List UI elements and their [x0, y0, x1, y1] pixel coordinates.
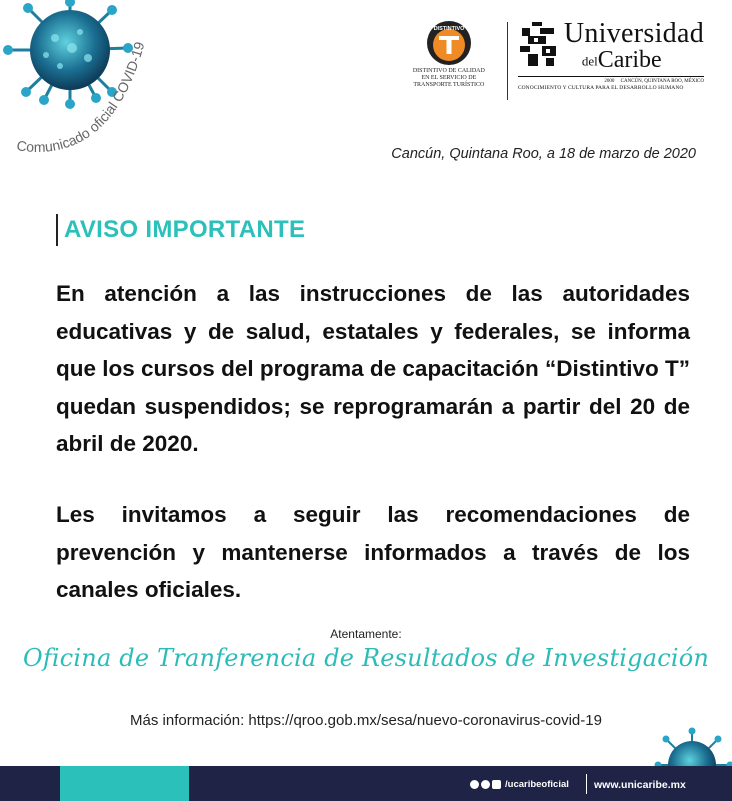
stamp-text: Comunicado oficial COVID-19 — [15, 39, 148, 156]
logo-separator — [507, 22, 508, 100]
distintivo-t-logo — [403, 20, 495, 89]
universidad-name-prefix: del — [581, 53, 598, 69]
svg-text:Comunicado oficial COVID-19 — [16, 40, 148, 155]
date-line: Cancún, Quintana Roo, a 18 de marzo de 2020 — [391, 146, 696, 162]
footer-divider — [586, 774, 587, 794]
universidad-name-line2 — [582, 48, 704, 73]
heading-text: AVISO IMPORTANTE — [64, 216, 306, 243]
distintivo-caption-line: TRANSPORTE TURÍSTICO — [413, 82, 485, 88]
heading — [56, 214, 305, 246]
closing-text: Atentamente: — [330, 627, 402, 641]
universidad-name-line1: Universidad — [563, 18, 704, 49]
universidad-del-caribe-logo — [518, 20, 704, 92]
twitter-icon[interactable] — [481, 780, 490, 789]
distintivo-caption-line: DISTINTIVO DE CALIDAD — [412, 68, 485, 74]
universidad-glyph-icon — [518, 20, 560, 68]
distintivo-t-badge-icon — [426, 20, 472, 66]
facebook-icon[interactable] — [470, 780, 479, 789]
distintivo-caption — [413, 68, 485, 89]
universidad-year: 2000 — [604, 79, 615, 85]
universidad-tagline: CONOCIMIENTO Y CULTURA PARA EL DESARROLLO HUMANO — [517, 85, 684, 92]
website-link[interactable]: www.unicaribe.mx — [594, 779, 686, 791]
recommendation-paragraph: Les invitamos a seguir las recomendaciones de prevención y mantenerse informados a través de los canales oficiales. — [56, 502, 690, 602]
social-handle[interactable]: /ucaribeoficial — [505, 779, 569, 790]
comunicado-stamp — [0, 0, 180, 170]
distintivo-caption-line: EN EL SERVICIO DE — [421, 75, 477, 81]
social-links[interactable] — [470, 779, 569, 790]
universidad-name-caribe: Caribe — [597, 47, 662, 73]
partner-logos — [403, 20, 704, 110]
office-signature: Oficina de Tranferencia de Resultados de Investigación — [22, 644, 710, 672]
footer-accent — [60, 766, 189, 801]
distintivo-badge-label: DISTINTIVO — [433, 26, 465, 32]
universidad-location: CANCÚN, QUINTANA ROO, MÉXICO — [620, 79, 704, 85]
universidad-rule — [518, 76, 704, 77]
notice-paragraph: En atención a las instrucciones de las autoridades educativas y de salud, estatales y federales, se informa que los cursos del programa de capacitación “Distintivo T” quedan suspendidos; se reprogramarán a partir del 20 de abril de 2020. — [56, 281, 690, 456]
more-info-text: Más información: https://qroo.gob.mx/sesa/nuevo-coronavirus-covid-19 — [130, 712, 602, 729]
instagram-icon[interactable] — [492, 780, 501, 789]
